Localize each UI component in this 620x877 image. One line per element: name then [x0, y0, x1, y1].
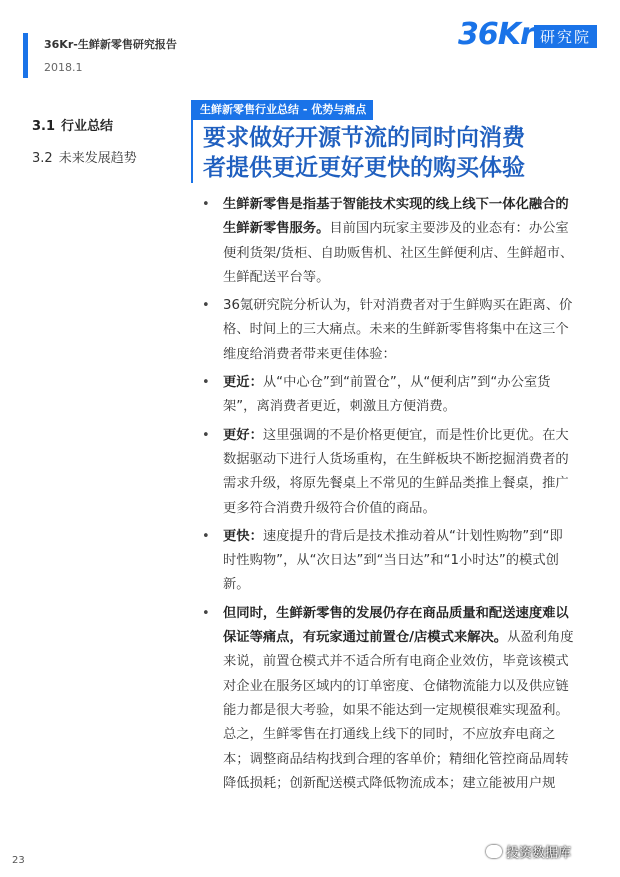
- nav-item-industry-summary[interactable]: [32, 118, 137, 136]
- headline-line-2: 者提供更近更好更快的购买体验: [203, 155, 525, 181]
- watermark-text: 投资数据库: [506, 846, 572, 861]
- bullet-list: [195, 193, 575, 800]
- bullet-item: [195, 371, 575, 420]
- wechat-icon: [486, 845, 502, 858]
- bullet-dot-icon: •: [202, 528, 210, 544]
- logo-mark: 36Kr: [458, 17, 534, 52]
- nav-item-number: 3.2: [32, 151, 53, 166]
- bullet-text: 36氪研究院分析认为，针对消费者对于生鲜购买在距离、价格、时间上的三大痛点。未来的生鲜新零售将集中在这三个维度给消费者带来更佳体验：: [223, 298, 573, 362]
- section-tag: 生鲜新零售行业总结 - 优势与痛点: [193, 100, 373, 120]
- logo-label: 研究院: [534, 25, 597, 48]
- bullet-item: [195, 525, 575, 598]
- report-title: 36Kr-生鲜新零售研究报告: [44, 38, 177, 51]
- bullet-dot-icon: •: [202, 197, 210, 212]
- section-headline: [203, 123, 603, 183]
- watermark: [486, 842, 571, 861]
- bullet-bold-text: 生鲜新零售是指基于智能技术实现的线上线下一体化融合的生鲜新零售服务。: [223, 197, 569, 237]
- headline-line-1: 要求做好开源节流的同时向消费: [203, 125, 525, 151]
- nav-item-number: 3.1: [32, 119, 56, 134]
- nav-item-label: 未来发展趋势: [58, 151, 137, 166]
- header-accent-bar: [23, 33, 28, 78]
- report-date: 2018.1: [44, 61, 83, 74]
- bullet-bold-text: 更好：: [223, 427, 263, 443]
- bullet-dot-icon: •: [202, 427, 210, 443]
- bullet-text: 从“中心仓”到“前置仓”，从“便利店”到“办公室货架”，离消费者更近，刺激且方便消费。: [223, 375, 551, 415]
- bullet-dot-icon: •: [202, 605, 210, 621]
- bullet-bold-text: 更快：: [223, 528, 263, 544]
- bullet-text: 速度提升的背后是技术推动着从“计划性购物”到“即时性购物”，从“次日达”到“当日达”和“1小时达”的模式创新。: [223, 528, 563, 593]
- section-nav: [32, 118, 137, 182]
- bullet-dot-icon: •: [202, 298, 210, 314]
- bullet-text: 从盈利角度来说，前置仓模式并不适合所有电商企业效仿，毕竟该模式对企业在服务区域内的订单密度、仓储物流能力以及供应链能力都是很大考验，如果不能达到一定规模很难实现盈利。总之，生鲜零售在打通线上线下的同时，不应放弃电商之本；调整商品结构找到合理的客单价；精细化管控商品周转降低损耗；创新配送模式降低物流成本；建立能被用户规: [223, 630, 574, 791]
- bullet-item: [195, 424, 575, 521]
- bullet-dot-icon: •: [202, 375, 210, 391]
- bullet-item: [195, 602, 575, 796]
- bullet-text: 这里强调的不是价格更便宜，而是性价比更优。在大数据驱动下进行人货场重构，在生鲜板块不断挖掘消费者的需求升级，将原先餐桌上不常见的生鲜品类推上餐桌，推广更多符合消费升级符合价值的商品。: [223, 427, 569, 516]
- 36kr-research-logo: [458, 15, 608, 65]
- nav-item-future-trends[interactable]: [32, 150, 137, 168]
- page-number: 23: [12, 855, 25, 866]
- nav-item-label: 行业总结: [61, 119, 114, 134]
- bullet-text: 目前国内玩家主要涉及的业态有：办公室便利货架/货柜、自助贩售机、社区生鲜便利店、生鲜超市、生鲜配送平台等。: [223, 221, 574, 285]
- bullet-item: [195, 193, 575, 290]
- bullet-item: [195, 294, 575, 367]
- bullet-bold-text: 但同时，生鲜新零售的发展仍存在商品质量和配送速度难以保证等痛点，有玩家通过前置仓/店模式来解决。: [223, 605, 569, 646]
- bullet-bold-text: 更近：: [223, 375, 263, 391]
